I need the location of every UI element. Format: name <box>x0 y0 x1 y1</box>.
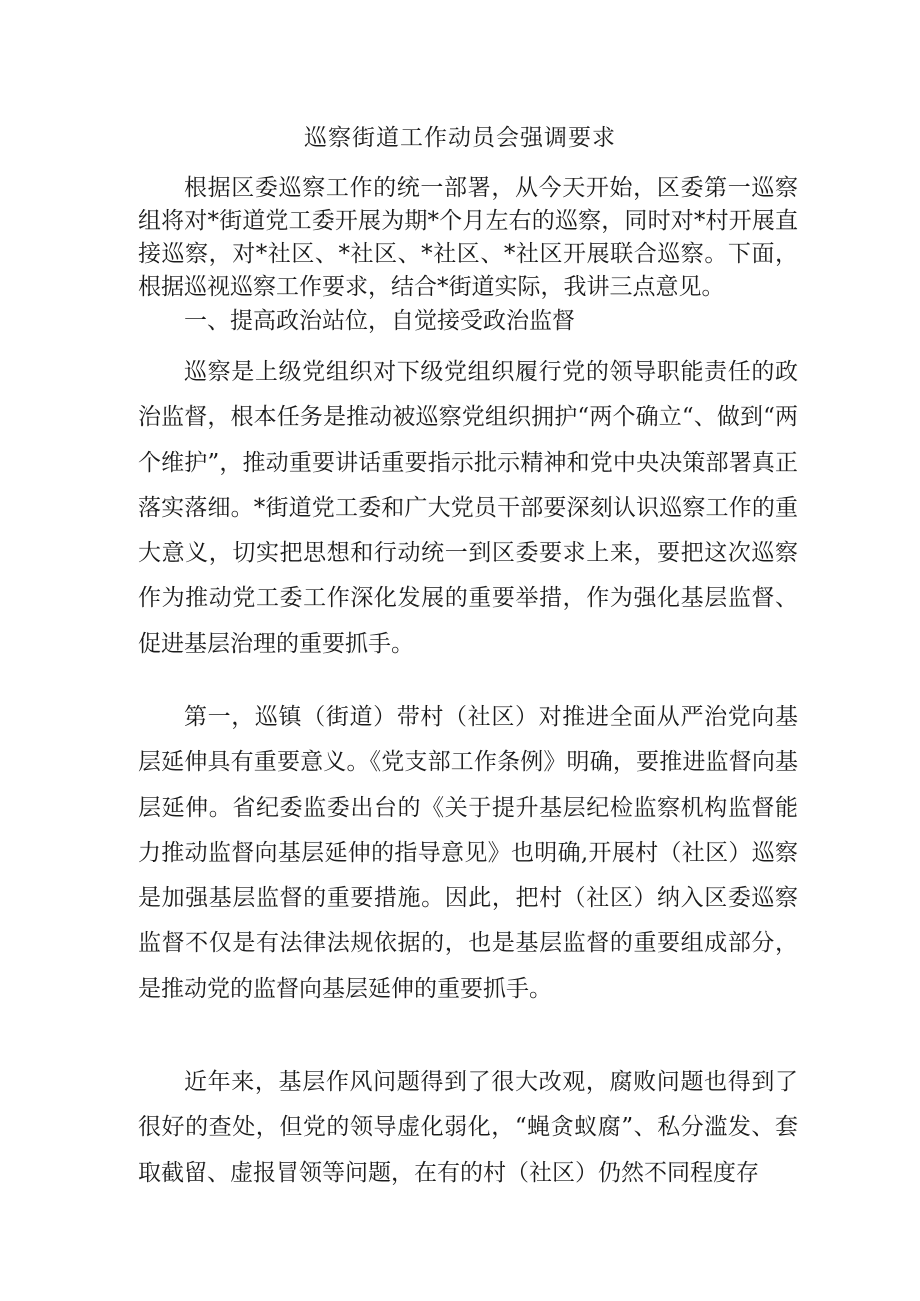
section-heading-1: 一、提高政治站位，自觉接受政治监督 <box>184 308 575 334</box>
paragraph-body: 第一，巡镇（街道）带村（社区）对推进全面从严治党向基层延伸具有重要意义。《党支部工作条例》明确，要推进监督向基层延伸。省纪委监委出台的《关于提升基层纪检监察机构监督能力推动监督向基层延伸的指导意见》也明确,开展村（社区）巡察是加强基层监督的重要措施。因此，把村（社区）纳入区委巡察监督不仅是有法律法规依据的，也是基层监督的重要组成部分，是推动党的监督向基层延伸的重要抓手。 <box>138 704 798 1002</box>
document-title: 巡察街道工作动员会强调要求 <box>304 125 616 151</box>
paragraph-body: 巡察是上级党组织对下级党组织履行党的领导职能责任的政治监督，根本任务是推动被巡察党组织拥护“两个确立“、做到“两个维护”，推动重要讲话重要指示批示精神和党中央决策部署真正落实落细。*街道党工委和广大党员干部要深刻认识巡察工作的重大意义，切实把思想和行动统一到区委要求上来，要把这次巡察作为推动党工委工作深化发展的重要举措，作为强化基层监督、促进基层治理的重要抓手。 <box>138 359 798 657</box>
paragraph-body: 近年来，基层作风问题得到了很大改观，腐败问题也得到了很好的查处，但党的领导虚化弱化，“蝇贪蚁腐”、私分滥发、套取截留、虚报冒领等问题，在有的村（社区）仍然不同程度存 <box>138 1069 798 1186</box>
paragraph-intro: 根据区委巡察工作的统一部署，从今天开始，区委第一巡察组将对*街道党工委开展为期*个月左右的巡察，同时对*村开展直接巡察，对*社区、*社区、*社区、*社区开展联合巡察。下面，根据巡视巡察工作要求，结合*街道实际，我讲三点意见。 <box>138 175 798 300</box>
